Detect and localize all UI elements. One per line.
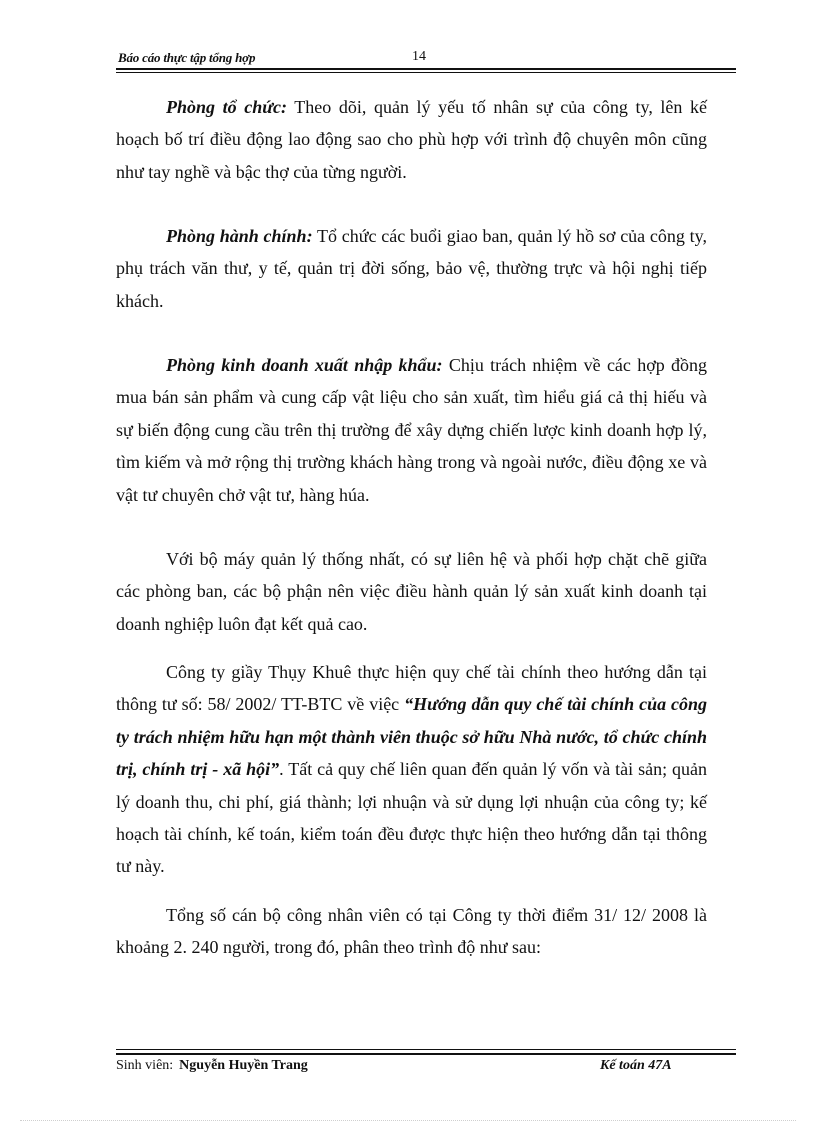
paragraph-phong-kinh-doanh [116, 349, 707, 511]
footer-label: Sinh viên: [116, 1058, 174, 1073]
paragraph-text: Công ty giầy Thụy Khuê thực hiện quy chế tài chính theo hướng dẫn tại thông tư số: 58/ 2002/ TT-BTC về việc [116, 662, 707, 715]
paragraph-phong-to-chuc [116, 91, 707, 188]
header-title: Báo cáo thực tập tổng hợp [118, 50, 256, 65]
paragraph-lead: Phòng tổ chức: [166, 97, 287, 117]
paragraph-text: . Tất cả quy chế liên quan đến quản lý vốn và tài sản; quản lý doanh thu, chi phí, giá thành; lợi nhuận và sử dụng lợi nhuận của công ty; kế hoạch tài chính, kế toán, kiểm toán đều được thực hiện theo hướng dẫn tại thông tư này. [116, 759, 707, 877]
footer-class: Kế toán 47A [600, 1058, 672, 1073]
paragraph-phong-hanh-chinh [116, 220, 707, 317]
paragraph-lead: Phòng kinh doanh xuất nhập khẩu: [166, 355, 443, 375]
paragraph-tong-so-can-bo [116, 899, 707, 964]
footer-name: Nguyễn Huyền Trang [179, 1058, 308, 1073]
paragraph-text: Tổng số cán bộ công nhân viên có tại Công ty thời điểm 31/ 12/ 2008 là khoảng 2. 240 người, trong đó, phân theo trình độ như sau: [116, 905, 707, 958]
footer-student [116, 1058, 308, 1074]
header-divider-thin [116, 72, 736, 73]
paragraph-text: Tổ chức các buổi giao ban, quản lý hồ sơ của công ty, phụ trách văn thư, y tế, quản trị đời sống, bảo vệ, thường trực và hội nghị tiếp khách. [116, 226, 707, 311]
paragraph-quote: “Hướng dẫn quy chế tài chính của công ty trách nhiệm hữu hạn một thành viên thuộc sở hữu Nhà nước, tổ chức chính trị, chính trị - xã hội” [116, 694, 707, 780]
paragraph-text: Theo dõi, quản lý yếu tố nhân sự của công ty, lên kế hoạch bố trí điều động lao động sao cho phù hợp với trình độ chuyên môn cũng như tay nghề và bậc thợ của từng người. [116, 97, 707, 182]
page-bottom-edge [20, 1120, 796, 1121]
paragraph-bo-may-quan-ly [116, 543, 707, 640]
header-divider [116, 68, 736, 70]
footer-divider-thin [116, 1049, 736, 1050]
paragraph-text: Với bộ máy quản lý thống nhất, có sự liên hệ và phối hợp chặt chẽ giữa các phòng ban, các bộ phận nên việc điều hành quản lý sản xuất kinh doanh tại doanh nghiệp luôn đạt kết quả cao. [116, 549, 707, 634]
paragraph-text: Chịu trách nhiệm về các hợp đồng mua bán sản phẩm và cung cấp vật liệu cho sản xuất, tìm hiểu giá cả thị hiếu và sự biến động cung cầu trên thị trường để xây dựng chiến lược kinh doanh hợp lý, tìm kiếm và mở rộng thị trường khách hàng trong và ngoài nước, điều động xe và vật tư chuyên chở vật tư, hàng húa. [116, 355, 707, 505]
paragraph-lead: Phòng hành chính: [166, 226, 313, 246]
page-number: 14 [412, 49, 426, 64]
paragraph-quy-che-tai-chinh [116, 656, 707, 883]
footer-divider [116, 1053, 736, 1055]
